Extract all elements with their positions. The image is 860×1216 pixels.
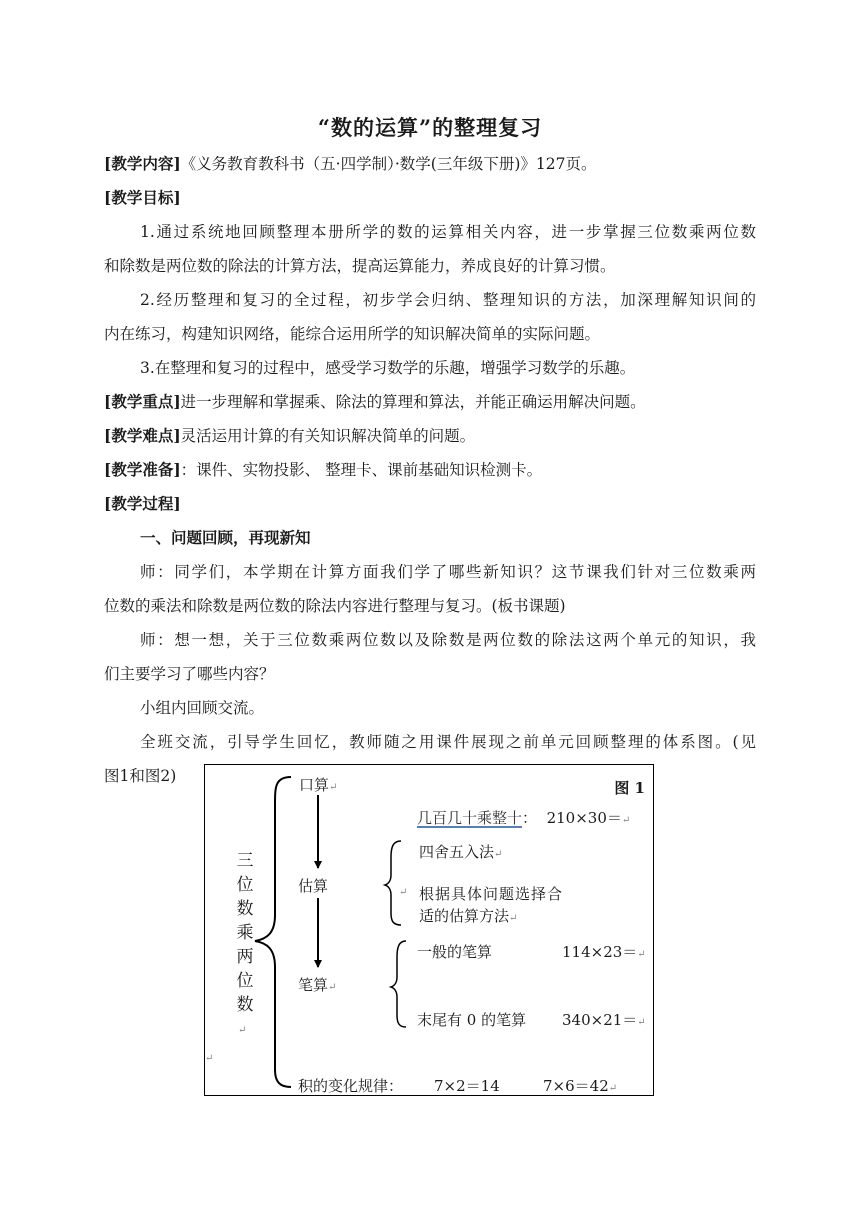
root-return-mark: ↵ xyxy=(238,1025,247,1036)
estimate-return-mark: ↵ xyxy=(399,887,408,898)
node-product-rule: 积的变化规律： xyxy=(298,1077,404,1095)
paragraph-4-line-2: 图1和图2) xyxy=(104,767,177,785)
teaching-process-label: [教学过程] xyxy=(104,494,181,513)
node-estimate: 估算 xyxy=(298,877,329,895)
preparation xyxy=(104,460,542,480)
teaching-goals-label: [教学目标] xyxy=(104,188,181,207)
estimate-item-2-line-2: 适的估算方法↵ xyxy=(419,907,518,925)
oral-item: 几百几十乘整十： 210×30＝↵ xyxy=(417,809,631,827)
paragraph-3: 小组内回顾交流。 xyxy=(140,699,265,717)
section-1-heading: 一、问题回顾，再现新知 xyxy=(140,528,311,547)
node-oral: 口算↵ xyxy=(299,776,338,794)
goal-3: 3.在整理和复习的过程中，感受学习数学的乐趣，增强学习数学的乐趣。 xyxy=(140,359,636,377)
paragraph-2-line-1: 师：想一想，关于三位数乘两位数以及除数是两位数的除法这两个单元的知识，我 xyxy=(140,631,756,649)
written-item-2: 末尾有 0 的笔算 xyxy=(417,1011,527,1029)
rule-expression-1: 7×2＝14 xyxy=(434,1077,500,1095)
written-brace xyxy=(391,941,406,1027)
written-item-1: 一般的笔算 xyxy=(417,943,493,961)
teaching-content-label: [教学内容] xyxy=(104,154,181,173)
paragraph-4-line-1: 全班交流，引导学生回忆，教师随之用课件展现之前单元回顾整理的体系图。(见 xyxy=(140,733,756,751)
figure-1-diagram xyxy=(204,764,654,1096)
goal-2-line-1: 2.经历整理和复习的全过程，初步学会归纳、整理知识的方法，加深理解知识间的 xyxy=(140,291,756,309)
teaching-content-text: 《义务教育教科书（五·四学制）·数学(三年级下册)》127页。 xyxy=(180,155,597,173)
left-return-mark: ↵ xyxy=(205,1053,214,1064)
written-expression-2: 340×21＝↵ xyxy=(562,1011,646,1029)
key-point-label: [教学重点] xyxy=(104,392,181,411)
difficulty-text: 灵活运用计算的有关知识解决简单的问题。 xyxy=(180,427,476,445)
paragraph-1-line-2: 位数的乘法和除数是两位数的除法内容进行整理与复习。(板书课题) xyxy=(104,597,566,615)
estimate-item-1: 四舍五入法↵ xyxy=(419,843,503,861)
rule-expression-2: 7×6＝42↵ xyxy=(543,1077,618,1095)
key-point xyxy=(104,392,646,412)
written-expression-1: 114×23＝↵ xyxy=(562,943,646,961)
node-written: 笔算↵ xyxy=(298,976,337,994)
goal-1-line-2: 和除数是两位数的除法的计算方法，提高运算能力，养成良好的计算习惯。 xyxy=(104,257,616,275)
main-brace xyxy=(255,777,291,1087)
teaching-content xyxy=(104,154,596,174)
paragraph-1-line-1: 师：同学们，本学期在计算方面我们学了哪些新知识？这节课我们针对三位数乘两 xyxy=(140,563,756,581)
oral-item-text: 几百几十乘整十 xyxy=(417,809,523,827)
preparation-label: [教学准备] xyxy=(104,460,181,479)
estimate-item-2-line-1: 根据具体问题选择合 xyxy=(419,885,564,903)
difficulty-label: [教学难点] xyxy=(104,426,181,445)
paragraph-2-line-2: 们主要学习了哪些内容？ xyxy=(104,665,275,683)
figure-label: 图 1 xyxy=(614,779,645,797)
oral-expression: 210×30＝ xyxy=(546,809,622,827)
preparation-text: ：课件、实物投影、 整理卡、课前基础知识检测卡。 xyxy=(180,461,543,479)
goal-2-line-2: 内在练习，构建知识网络，能综合运用所学的知识解决简单的实际问题。 xyxy=(104,325,601,343)
goal-1-line-1: 1.通过系统地回顾整理本册所学的数的运算相关内容，进一步掌握三位数乘两位数 xyxy=(140,223,756,241)
difficulty xyxy=(104,426,475,446)
document-title: “数的运算”的整理复习 xyxy=(317,115,543,140)
root-label-vertical: 三 位 数 乘 两 位 数 xyxy=(236,851,254,1015)
key-point-text: 进一步理解和掌握乘、除法的算理和算法，并能正确运用解决问题。 xyxy=(180,393,646,411)
